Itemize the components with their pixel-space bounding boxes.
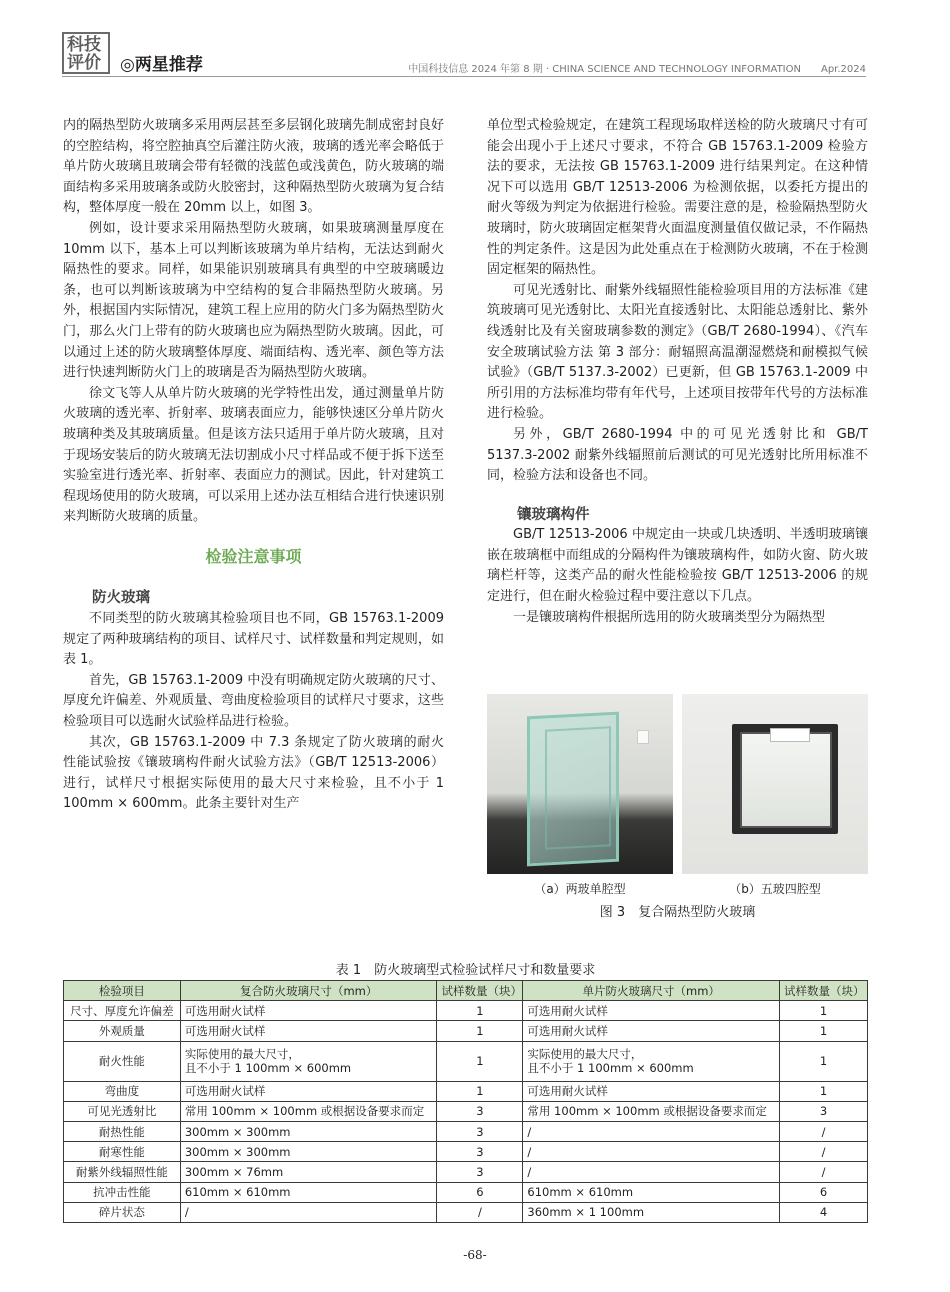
cell-single-count: 1	[780, 1021, 868, 1041]
cell-single-count: 1	[780, 1081, 868, 1101]
glass-inner-pane	[740, 732, 832, 828]
running-header	[408, 60, 866, 75]
figure-subcaption-b: （b）五玻四腔型	[729, 882, 821, 896]
figure-caption: 图 3 复合隔热型防火玻璃	[599, 905, 756, 920]
cell-single-size: 常用 100mm × 100mm 或根据设备要求而定	[523, 1101, 780, 1121]
table-title: 表 1 防火玻璃型式检验试样尺寸和数量要求	[335, 963, 596, 978]
cell-single-count: 4	[780, 1202, 868, 1222]
cell-item: 外观质量	[64, 1021, 181, 1041]
cell-composite-count: 1	[437, 1041, 523, 1081]
cell-line-1: 实际使用的最大尺寸，	[527, 1047, 643, 1062]
cell-single-count: 3	[780, 1101, 868, 1121]
header-single-count: 试样数量（块）	[780, 981, 868, 1001]
right-paragraph-4: GB/T 12513-2006 中规定由一块或几块透明、半透明玻璃镶嵌在玻璃框中而组成的分隔构件为镶玻璃构件，如防火窗、防火玻璃栏杆等，这类产品的耐火性能检验按 GB/T 12513-2006 的规定进行，但在耐火检验过程中要注意以下几点。	[487, 527, 868, 605]
table-header-row	[64, 981, 868, 1001]
cell-composite-size: 可选用耐火试样	[180, 1021, 437, 1041]
photo-two-pane-glass	[487, 694, 673, 874]
section-heading: 检验注意事项	[205, 546, 302, 566]
product-label-sticker	[770, 728, 810, 742]
wall-switch	[637, 730, 649, 744]
header-divider	[62, 76, 866, 77]
cell-item: 碎片状态	[64, 1202, 181, 1222]
left-paragraph-2: 例如，设计要求采用隔热型防火玻璃，如果玻璃测量厚度在 10mm 以下，基本上可以判断该玻璃为单片结构，无法达到耐火隔热性的要求。同样，如果能识别玻璃具有典型的中空玻璃暖边条，也可以判断该玻璃为中空结构的复合非隔热型防火玻璃。另外，根据国内实际情况，建筑工程上应用的防火门多为隔热型防火门，那么火门上带有的防火玻璃也应为隔热型防火玻璃。因此，可以通过上述的防火玻璃整体厚度、端面结构、透光率、颜色等方法进行快速判断防火门上的玻璃是否为隔热型防火玻璃。	[63, 220, 444, 381]
header-composite-size: 复合防火玻璃尺寸（mm）	[180, 981, 437, 1001]
header-composite-count: 试样数量（块）	[437, 981, 523, 1001]
left-paragraph-5: 首先，GB 15763.1-2009 中没有明确规定防火玻璃的尺寸、厚度允许偏差、外观质量、弯曲度检验项目的试样尺寸要求，这些检验项目可以选耐火试验样品进行检验。	[63, 672, 444, 730]
cell-composite-count: 3	[437, 1142, 523, 1162]
column-name: ◎两星推荐	[120, 55, 203, 75]
cell-composite-count: 1	[437, 1081, 523, 1101]
cell-composite-size	[180, 1041, 437, 1081]
cell-item: 尺寸、厚度允许偏差	[64, 1001, 181, 1021]
cell-composite-count: 1	[437, 1001, 523, 1021]
cell-single-count: 6	[780, 1182, 868, 1202]
cell-single-count: 1	[780, 1041, 868, 1081]
cell-composite-count: 3	[437, 1101, 523, 1121]
cell-single-count: /	[780, 1162, 868, 1182]
cell-single-count: 1	[780, 1001, 868, 1021]
cell-line-2: 且不小于 1 100mm × 600mm	[527, 1061, 694, 1076]
subsection-heading-fire-glass: 防火玻璃	[92, 590, 150, 607]
page-number: -68-	[463, 1248, 487, 1262]
subsection-heading-glazed-assembly: 镶玻璃构件	[517, 506, 590, 523]
issue-date: Apr.2024	[820, 64, 866, 75]
left-column	[63, 116, 444, 815]
cell-composite-count: 6	[437, 1182, 523, 1202]
cell-single-size: 可选用耐火试样	[523, 1001, 780, 1021]
cell-composite-size: /	[180, 1202, 437, 1222]
cell-composite-count: /	[437, 1202, 523, 1222]
cell-composite-count: 3	[437, 1121, 523, 1141]
cell-single-size: /	[523, 1162, 780, 1182]
cell-single-size	[523, 1041, 780, 1081]
cell-composite-count: 3	[437, 1162, 523, 1182]
journal-name: 中国科技信息 2024 年第 8 期 · CHINA SCIENCE AND TECHNOLOGY INFORMATION	[408, 64, 801, 75]
right-column	[487, 116, 868, 628]
logo-line-2: 评价	[67, 53, 101, 73]
table-row	[64, 1202, 868, 1222]
cell-composite-size: 300mm × 300mm	[180, 1121, 437, 1141]
sample-requirements-table	[63, 980, 868, 1223]
cell-composite-size: 可选用耐火试样	[180, 1001, 437, 1021]
right-paragraph-5: 一是镶玻璃构件根据所选用的防火玻璃类型分为隔热型	[513, 609, 826, 625]
glass-pane-inner	[545, 726, 611, 849]
cell-item: 弯曲度	[64, 1081, 181, 1101]
header-test-item: 检验项目	[64, 981, 181, 1001]
table-row	[64, 1121, 868, 1141]
cell-single-count: /	[780, 1142, 868, 1162]
cell-single-size: 可选用耐火试样	[523, 1081, 780, 1101]
cell-item: 可见光透射比	[64, 1101, 181, 1121]
photo-five-pane-glass	[682, 694, 868, 874]
cell-composite-size: 300mm × 300mm	[180, 1142, 437, 1162]
cell-line-2: 且不小于 1 100mm × 600mm	[184, 1061, 352, 1076]
cell-item: 抗冲击性能	[64, 1182, 181, 1202]
right-paragraph-1: 单位型式检验规定，在建筑工程现场取样送检的防火玻璃尺寸有可能会出现小于上述尺寸要求，不符合 GB 15763.1-2009 检验方法的要求，无法按 GB 15763.1-2009 进行结果判定。在这种情况下可以选用 GB/T 12513-2006 为检测依据，以委托方提出的耐火等级为判定为依据进行检验。需要注意的是，检验隔热型防火玻璃时，防火玻璃固定框架背火面温度测量值仅做记录，不作隔热性的判定条件。这是因为此处重点在于检测防火玻璃，不在于检测固定框架的隔热性。	[487, 118, 868, 278]
table-row	[64, 1182, 868, 1202]
cell-single-size: 360mm × 1 100mm	[523, 1202, 780, 1222]
table-row	[64, 1021, 868, 1041]
cell-item: 耐紫外线辐照性能	[64, 1162, 181, 1182]
cell-composite-size: 300mm × 76mm	[180, 1162, 437, 1182]
table-row	[64, 1162, 868, 1182]
logo-line-1: 科技	[67, 35, 101, 55]
left-paragraph-3: 徐文飞等人从单片防火玻璃的光学特性出发，通过测量单片防火玻璃的透光率、折射率、玻璃表面应力，能够快速区分单片防火玻璃种类及其玻璃质量。但是该方法只适用于单片防火玻璃，且对于现场安装后的防火玻璃无法切割成小尺寸样品或不便于拆下送至实验室进行透光率、折射率、表面应力的测试。因此，针对建筑工程现场使用的防火玻璃，可以采用上述办法互相结合进行快速识别来判断防火玻璃的质量。	[63, 385, 444, 525]
right-paragraph-2: 可见光透射比、耐紫外线辐照性能检验项目用的方法标准《建筑玻璃可见光透射比、太阳光直接透射比、太阳能总透射比、紫外线透射比及有关窗玻璃参数的测定》（GB/T 2680-1994）、《汽车安全玻璃试验方法 第 3 部分：耐辐照高温潮湿燃烧和耐模拟气候试验》（GB/T 5137.3-2002）已更新，但 GB 15763.1-2009 中所引用的方法标准均带有年代号，上述项目按带年代号的方法标准进行检验。	[487, 282, 868, 422]
table-row	[64, 1142, 868, 1162]
cell-item: 耐火性能	[64, 1041, 181, 1081]
cell-composite-count: 1	[437, 1021, 523, 1041]
left-paragraph-1: 内的隔热型防火玻璃多采用两层甚至多层钢化玻璃先制成密封良好的空腔结构，将空腔抽真空后灌注防火液，玻璃的透光率会略低于单片防火玻璃且玻璃会带有轻微的浅蓝色或浅黄色，防火玻璃的端面结构多采用玻璃条或防火胶密封，这种隔热型防火玻璃为复合结构，整体厚度一般在 20mm 以上，如图 3。	[63, 118, 444, 216]
journal-logo	[62, 32, 110, 74]
cell-single-size: 610mm × 610mm	[523, 1182, 780, 1202]
left-paragraph-4: 不同类型的防火玻璃其检验项目也不同，GB 15763.1-2009 规定了两种玻璃结构的项目、试样尺寸、试样数量和判定规则，如表 1。	[63, 611, 444, 668]
cell-item: 耐寒性能	[64, 1142, 181, 1162]
right-paragraph-3: 另外，GB/T 2680-1994 中的可见光透射比和 GB/T 5137.3-2002 耐紫外线辐照前后测试的可见光透射比所用标准不同，检验方法和设备也不同。	[487, 426, 868, 484]
cell-composite-size: 常用 100mm × 100mm 或根据设备要求而定	[180, 1101, 437, 1121]
table-row	[64, 1101, 868, 1121]
cell-single-size: 可选用耐火试样	[523, 1021, 780, 1041]
left-paragraph-6: 其次，GB 15763.1-2009 中 7.3 条规定了防火玻璃的耐火性能试验按《镶玻璃构件耐火试验方法》（GB/T 12513-2006）进行，试样尺寸根据实际使用的最大尺寸来检验，且不小于 1 100mm × 600mm。此条主要针对生产	[63, 734, 444, 812]
table-row	[64, 1001, 868, 1021]
cell-single-size: /	[523, 1121, 780, 1141]
cell-composite-size: 610mm × 610mm	[180, 1182, 437, 1202]
table-row	[64, 1081, 868, 1101]
figure-subcaption-a: （a）两玻单腔型	[534, 882, 626, 896]
cell-line-1: 实际使用的最大尺寸，	[184, 1047, 300, 1062]
table-row	[64, 1041, 868, 1081]
cell-single-count: /	[780, 1121, 868, 1141]
cell-item: 耐热性能	[64, 1121, 181, 1141]
header-single-size: 单片防火玻璃尺寸（mm）	[523, 981, 780, 1001]
cell-single-size: /	[523, 1142, 780, 1162]
cell-composite-size: 可选用耐火试样	[180, 1081, 437, 1101]
